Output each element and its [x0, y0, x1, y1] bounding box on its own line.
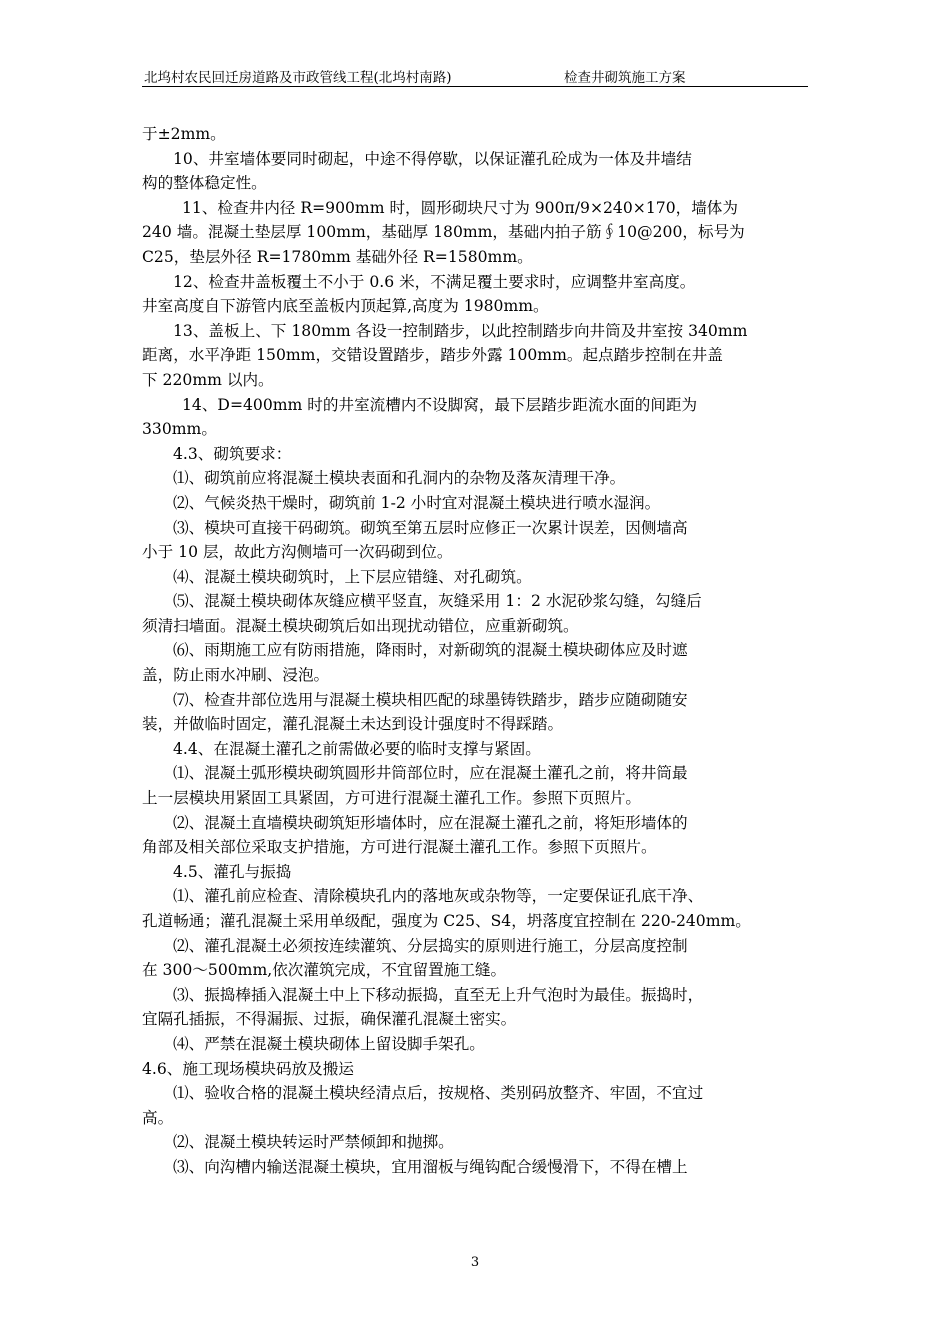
text-line: 装，并做临时固定，灌孔混凝土未达到设计强度时不得踩踏。 [142, 715, 564, 734]
page-header [142, 64, 808, 87]
text-line: 孔道畅通；灌孔混凝土采用单级配，强度为 C25、S4，坍落度宜控制在 220-240mm。 [142, 912, 751, 930]
text-line: 12、检查井盖板覆土不小于 0.6 米，不满足覆土要求时，应调整井室高度。 [173, 272, 696, 291]
text-line: ⑺、检查井部位选用与混凝土模块相匹配的球墨铸铁踏步，踏步应随砌随安 [173, 690, 688, 709]
header-document-title: 检查井砌筑施工方案 [564, 70, 686, 86]
document-body [142, 122, 812, 1180]
text-line: 须清扫墙面。混凝土模块砌筑后如出现扰动错位，应重新砌筑。 [142, 616, 579, 635]
text-line: ⑶、模块可直接干码砌筑。砌筑至第五层时应修正一次累计误差，因侧墙高 [173, 518, 688, 537]
text-line: ⑷、严禁在混凝土模块砌体上留设脚手架孔。 [173, 1034, 485, 1053]
text-line: 宜隔孔插振，不得漏振、过振，确保灌孔混凝土密实。 [142, 1010, 517, 1029]
text-line: 240 墙。混凝土垫层厚 100mm，基础厚 180mm，基础内拍子筋∮10@200，标号为 [142, 223, 745, 242]
text-line: 盖，防止雨水冲刷、浸泡。 [142, 666, 330, 685]
page-number: 3 [470, 1255, 480, 1270]
text-line: ⑸、混凝土模块砌体灰缝应横平竖直，灰缝采用 1：2 水泥砂浆勾缝，勾缝后 [173, 592, 702, 611]
text-line: 14、D=400mm 时的井室流槽内不设脚窝，最下层踏步距流水面的间距为 [182, 395, 698, 414]
text-line: ⑵、灌孔混凝土必须按连续灌筑、分层捣实的原则进行施工，分层高度控制 [173, 936, 688, 955]
text-line: 距离，水平净距 150mm，交错设置踏步，踏步外露 100mm。起点踏步控制在井盖 [142, 346, 723, 365]
text-line: ⑶、振捣棒插入混凝土中上下移动振捣，直至无上升气泡时为最佳。振捣时， [173, 985, 704, 1004]
text-line: 角部及相关部位采取支护措施，方可进行混凝土灌孔工作。参照下页照片。 [142, 838, 657, 857]
text-line: C25，垫层外径 R=1780mm 基础外径 R=1580mm。 [142, 247, 533, 266]
text-line: 4.6、施工现场模块码放及搬运 [142, 1059, 354, 1078]
text-line: 小于 10 层，故此方沟侧墙可一次码砌到位。 [142, 543, 453, 562]
text-line: 在 300～500mm,依次灌筑完成，不宜留置施工缝。 [142, 961, 507, 980]
text-line: ⑴、灌孔前应检查、清除模块孔内的落地灰或杂物等，一定要保证孔底干净、 [173, 887, 704, 906]
text-line: 构的整体稳定性。 [142, 174, 267, 193]
text-line: 于±2mm。 [142, 125, 226, 143]
text-line: 13、盖板上、下 180mm 各设一控制踏步，以此控制踏步向井筒及井室按 340mm [173, 321, 748, 340]
text-line: 下 220mm 以内。 [142, 370, 274, 389]
text-line: ⑷、混凝土模块砌筑时，上下层应错缝、对孔砌筑。 [173, 567, 532, 586]
text-line: ⑵、混凝土模块转运时严禁倾卸和抛掷。 [173, 1133, 454, 1152]
text-line: 10、井室墙体要同时砌起，中途不得停歇，以保证灌孔砼成为一体及井墙结 [173, 149, 692, 168]
header-project-title: 北坞村农民回迁房道路及市政管线工程(北坞村南路) [144, 70, 452, 86]
text-line: 4.4、在混凝土灌孔之前需做必要的临时支撑与紧固。 [173, 739, 541, 758]
text-line: ⑶、向沟槽内输送混凝土模块，宜用溜板与绳钩配合缓慢滑下，不得在槽上 [173, 1157, 688, 1176]
text-line: ⑴、验收合格的混凝土模块经清点后，按规格、类别码放整齐、牢固，不宜过 [173, 1084, 704, 1103]
text-line: 4.3、砌筑要求： [173, 444, 292, 463]
text-line: 11、检查井内径 R=900mm 时，圆形砌块尺寸为 900π/9×240×170，墙体为 [182, 198, 738, 217]
text-line: ⑴、砌筑前应将混凝土模块表面和孔洞内的杂物及落灰清理干净。 [173, 469, 626, 488]
text-line: 高。 [142, 1108, 174, 1127]
text-line: ⑹、雨期施工应有防雨措施，降雨时，对新砌筑的混凝土模块砌体应及时遮 [173, 641, 688, 660]
text-line: ⑴、混凝土弧形模块砌筑圆形井筒部位时，应在混凝土灌孔之前，将井筒最 [173, 764, 688, 783]
text-line: ⑵、气候炎热干燥时，砌筑前 1-2 小时宜对混凝土模块进行喷水湿润。 [173, 493, 661, 512]
text-line: 4.5、灌孔与振捣 [173, 862, 292, 881]
text-line: 井室高度自下游管内底至盖板内顶起算,高度为 1980mm。 [142, 297, 549, 316]
text-line: ⑵、混凝土直墙模块砌筑矩形墙体时，应在混凝土灌孔之前，将矩形墙体的 [173, 813, 688, 832]
text-line: 330mm。 [142, 420, 217, 439]
text-line: 上一层模块用紧固工具紧固，方可进行混凝土灌孔工作。参照下页照片。 [142, 789, 642, 808]
